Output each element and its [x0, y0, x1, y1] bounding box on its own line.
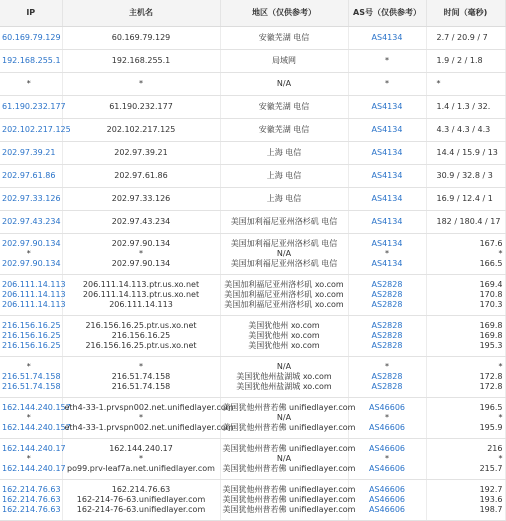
- hostname-value: po99.prv-leaf7a.net.unifiedlayer.com: [67, 463, 215, 473]
- hostname-value: 202.97.90.134: [111, 258, 171, 268]
- as-number-cell: [348, 26, 426, 49]
- ip-cell: [0, 356, 62, 397]
- hostname-value: 162-214-76-63.unifiedlayer.com: [76, 494, 206, 504]
- hostname-value: *: [139, 361, 143, 371]
- as-number-cell: [348, 315, 426, 356]
- location-value: 上海 电信: [266, 147, 302, 157]
- time-value: 4.3 / 4.3 / 4.3: [436, 124, 491, 134]
- ip-link[interactable]: 216.51.74.158: [2, 381, 61, 391]
- time-value: *: [498, 248, 503, 258]
- ip-link[interactable]: 216.51.74.158: [2, 371, 61, 381]
- as-number-cell: [348, 397, 426, 438]
- hostname-value: 216.156.16.25.ptr.us.xo.net: [85, 320, 197, 330]
- location-value: 美国犹他州 xo.com: [248, 330, 320, 340]
- hostname-cell: [62, 397, 234, 438]
- ip-link[interactable]: 206.111.14.113: [2, 299, 66, 309]
- time-value: 172.8: [479, 371, 503, 381]
- time-cell: [426, 187, 505, 210]
- ip-cell: [0, 479, 62, 520]
- time-value: 215.7: [479, 463, 503, 473]
- table-row: [0, 210, 505, 233]
- as-number-value: *: [385, 412, 389, 422]
- hostname-value: *: [139, 78, 143, 88]
- as-number-cell: [348, 356, 426, 397]
- ip-link[interactable]: 202.97.43.234: [2, 216, 61, 226]
- as-link[interactable]: AS2828: [371, 279, 403, 289]
- hostname-value: 206.111.14.113: [109, 299, 173, 309]
- table-row: [0, 72, 505, 95]
- ip-value: *: [26, 453, 31, 463]
- location-value: 美国犹他州 xo.com: [248, 340, 320, 350]
- as-link[interactable]: AS4134: [371, 170, 403, 180]
- time-cell: [426, 95, 505, 118]
- as-link[interactable]: AS4134: [371, 238, 403, 248]
- ip-cell: [0, 274, 66, 315]
- ip-link[interactable]: 206.111.14.113: [2, 279, 66, 289]
- table-row: [0, 141, 505, 164]
- header-location: 地区（仅供参考）: [220, 0, 348, 26]
- as-number-value: *: [385, 248, 389, 258]
- ip-value: *: [26, 361, 31, 371]
- hostname-value: 202.97.90.134: [111, 238, 171, 248]
- location-cell: [220, 141, 348, 164]
- as-link[interactable]: AS2828: [371, 289, 403, 299]
- ip-link[interactable]: 162.144.240.157: [2, 402, 71, 412]
- as-number-value: *: [385, 361, 389, 371]
- header-time: 时间（毫秒): [426, 0, 505, 26]
- location-value: N/A: [276, 78, 292, 88]
- ip-link[interactable]: 202.97.33.126: [2, 193, 61, 203]
- as-link[interactable]: AS2828: [371, 340, 403, 350]
- ip-link[interactable]: 162.144.240.157: [2, 422, 71, 432]
- hostname-cell: [62, 274, 220, 315]
- ip-link[interactable]: 202.102.217.125: [2, 124, 71, 134]
- hostname-value: 206.111.14.113.ptr.us.xo.net: [82, 279, 200, 289]
- as-link[interactable]: AS4134: [371, 216, 403, 226]
- table-body: [0, 26, 505, 520]
- ip-cell: [0, 141, 62, 164]
- location-cell: [220, 95, 348, 118]
- location-value: 上海 电信: [266, 193, 302, 203]
- location-value: 美国加利福尼亚州洛杉矶 xo.com: [224, 279, 344, 289]
- time-value: 169.4: [479, 279, 503, 289]
- hostname-value: *: [139, 453, 143, 463]
- header-as-number: AS号（仅供参考）: [348, 0, 426, 26]
- as-number-cell: [348, 95, 426, 118]
- table-row: [0, 164, 505, 187]
- as-number-cell: [348, 210, 426, 233]
- as-link[interactable]: AS46606: [369, 484, 405, 494]
- hostname-value: 192.168.255.1: [111, 55, 171, 65]
- ip-cell: [0, 95, 66, 118]
- time-value: 192.7: [479, 484, 503, 494]
- ip-link[interactable]: 60.169.79.129: [2, 32, 61, 42]
- as-link[interactable]: AS46606: [369, 402, 405, 412]
- location-value: 美国犹他州 xo.com: [248, 320, 320, 330]
- hostname-cell: [62, 141, 220, 164]
- as-number-cell: [348, 438, 426, 479]
- location-value: 美国犹他州普若佛 unifiedlayer.com: [222, 422, 356, 432]
- time-value: 196.5: [479, 402, 503, 412]
- time-value: 169.8: [479, 330, 503, 340]
- as-link[interactable]: AS2828: [371, 330, 403, 340]
- time-value: *: [498, 361, 503, 371]
- as-link[interactable]: AS2828: [371, 381, 403, 391]
- time-value: 14.4 / 15.9 / 13: [436, 147, 498, 157]
- ip-cell: [0, 315, 62, 356]
- hostname-value: *: [139, 248, 143, 258]
- location-cell: [220, 315, 348, 356]
- ip-link[interactable]: 202.97.39.21: [2, 147, 56, 157]
- hostname-cell: [62, 164, 220, 187]
- table-row: [0, 274, 505, 315]
- location-value: 美国犹他州普若佛 unifiedlayer.com: [222, 484, 356, 494]
- ip-link[interactable]: 202.97.61.86: [2, 170, 56, 180]
- hostname-cell: [62, 72, 220, 95]
- ip-link[interactable]: 202.97.90.134: [2, 238, 61, 248]
- location-value: 安徽芜湖 电信: [258, 124, 310, 134]
- time-value: *: [498, 412, 503, 422]
- time-cell: [426, 315, 505, 356]
- location-cell: [220, 356, 348, 397]
- hostname-cell: [62, 233, 220, 274]
- time-cell: [426, 26, 505, 49]
- hostname-value: 216.51.74.158: [111, 381, 171, 391]
- as-link[interactable]: AS2828: [371, 299, 403, 309]
- time-cell: [426, 356, 505, 397]
- location-cell: [220, 210, 348, 233]
- location-cell: [220, 26, 348, 49]
- time-value: 1.9 / 2 / 1.8: [436, 55, 483, 65]
- location-value: 美国犹他州普若佛 unifiedlayer.com: [222, 443, 356, 453]
- ip-link[interactable]: 162.144.240.17: [2, 443, 66, 453]
- table-row: [0, 49, 505, 72]
- ip-cell: [0, 233, 62, 274]
- as-link[interactable]: AS46606: [369, 443, 405, 453]
- ip-link[interactable]: 61.190.232.177: [2, 101, 66, 111]
- as-link[interactable]: AS2828: [371, 371, 403, 381]
- time-cell: [426, 397, 505, 438]
- time-cell: [426, 479, 505, 520]
- ip-value: *: [26, 248, 31, 258]
- ip-link[interactable]: 162.214.76.63: [2, 484, 61, 494]
- hostname-cell: [62, 187, 220, 210]
- as-link[interactable]: AS4134: [371, 258, 403, 268]
- time-cell: [426, 233, 505, 274]
- time-cell: [426, 141, 505, 164]
- as-link[interactable]: AS4134: [371, 32, 403, 42]
- header-ip: IP: [0, 0, 62, 26]
- location-value: N/A: [276, 453, 292, 463]
- ip-cell: [0, 210, 62, 233]
- time-value: 195.9: [479, 422, 503, 432]
- location-value: 美国加利福尼亚州洛杉矶 电信: [230, 216, 338, 226]
- ip-link[interactable]: 162.214.76.63: [2, 504, 61, 514]
- as-number-cell: [348, 274, 426, 315]
- location-value: 美国加利福尼亚州洛杉矶 xo.com: [224, 299, 344, 309]
- hostname-value: 216.156.16.25: [111, 330, 171, 340]
- time-value: 198.7: [479, 504, 503, 514]
- hostname-value: 216.51.74.158: [111, 371, 171, 381]
- table-row: [0, 397, 505, 438]
- as-number-cell: [348, 141, 426, 164]
- location-cell: [220, 49, 348, 72]
- time-value: 16.9 / 12.4 / 1: [436, 193, 493, 203]
- as-link[interactable]: AS46606: [369, 504, 405, 514]
- as-number-cell: [348, 49, 426, 72]
- ip-cell: [0, 438, 66, 479]
- location-value: N/A: [276, 248, 292, 258]
- time-value: 2.7 / 20.9 / 7: [436, 32, 488, 42]
- table-header-row: [0, 0, 505, 26]
- hostname-value: 61.190.232.177: [109, 101, 173, 111]
- location-value: 安徽芜湖 电信: [258, 101, 310, 111]
- hostname-value: 162.144.240.17: [109, 443, 173, 453]
- ip-cell: [0, 187, 62, 210]
- time-value: 170.3: [479, 299, 503, 309]
- time-value: 216: [487, 443, 503, 453]
- ip-cell: [0, 72, 62, 95]
- location-value: 美国加利福尼亚州洛杉矶 电信: [230, 258, 338, 268]
- location-cell: [220, 397, 356, 438]
- header-hostname: 主机名: [62, 0, 220, 26]
- as-link[interactable]: AS4134: [371, 124, 403, 134]
- hostname-cell: [62, 315, 220, 356]
- as-number-value: *: [385, 453, 389, 463]
- location-cell: [220, 187, 348, 210]
- ip-link[interactable]: 216.156.16.25: [2, 330, 61, 340]
- ip-link[interactable]: 216.156.16.25: [2, 340, 61, 350]
- ip-cell: [0, 26, 62, 49]
- ip-link[interactable]: 216.156.16.25: [2, 320, 61, 330]
- time-value: 195.3: [479, 340, 503, 350]
- hostname-value: 202.97.33.126: [111, 193, 171, 203]
- as-link[interactable]: AS46606: [369, 422, 405, 432]
- location-cell: [220, 118, 348, 141]
- table-row: [0, 187, 505, 210]
- hostname-cell: [62, 26, 220, 49]
- hostname-value: 60.169.79.129: [111, 32, 171, 42]
- location-cell: [220, 164, 348, 187]
- hostname-value: eth4-33-1.prvspn002.net.unifiedlayer.com: [64, 422, 234, 432]
- hostname-value: 202.97.43.234: [111, 216, 171, 226]
- time-cell: [426, 72, 505, 95]
- location-cell: [220, 438, 356, 479]
- ip-link[interactable]: 162.214.76.63: [2, 494, 61, 504]
- ip-cell: [0, 49, 62, 72]
- table-row: [0, 95, 505, 118]
- as-number-cell: [348, 187, 426, 210]
- time-value: *: [498, 453, 503, 463]
- time-value: 169.8: [479, 320, 503, 330]
- hostname-cell: [62, 356, 220, 397]
- as-number-cell: [348, 479, 426, 520]
- table-row: [0, 438, 505, 479]
- as-number-value: *: [385, 55, 389, 65]
- time-value: 167.6: [479, 238, 503, 248]
- ip-link[interactable]: 192.168.255.1: [2, 55, 61, 65]
- table-row: [0, 233, 505, 274]
- location-value: 安徽芜湖 电信: [258, 32, 310, 42]
- hostname-value: 206.111.14.113.ptr.us.xo.net: [82, 289, 200, 299]
- ip-value: *: [26, 412, 31, 422]
- as-number-cell: [348, 164, 426, 187]
- time-value: 1.4 / 1.3 / 32.: [436, 101, 491, 111]
- location-value: N/A: [276, 361, 292, 371]
- ip-link[interactable]: 206.111.14.113: [2, 289, 66, 299]
- time-value: *: [436, 78, 441, 88]
- location-cell: [220, 72, 348, 95]
- ip-link[interactable]: 162.144.240.17: [2, 463, 66, 473]
- ip-link[interactable]: 202.97.90.134: [2, 258, 61, 268]
- table-row: [0, 479, 505, 520]
- hostname-cell: [62, 95, 220, 118]
- location-value: 美国犹他州普若佛 unifiedlayer.com: [222, 504, 356, 514]
- ip-cell: [0, 164, 62, 187]
- hostname-value: 162.214.76.63: [111, 484, 171, 494]
- location-cell: [220, 274, 348, 315]
- hostname-value: 202.102.217.125: [106, 124, 176, 134]
- location-value: 美国犹他州普若佛 unifiedlayer.com: [222, 402, 356, 412]
- hostname-value: 216.156.16.25.ptr.us.xo.net: [85, 340, 197, 350]
- as-number-cell: [348, 72, 426, 95]
- time-cell: [426, 164, 505, 187]
- time-cell: [426, 274, 505, 315]
- ip-value: *: [26, 78, 31, 88]
- table-row: [0, 315, 505, 356]
- hostname-value: 162-214-76-63.unifiedlayer.com: [76, 504, 206, 514]
- table-row: [0, 356, 505, 397]
- location-cell: [220, 479, 356, 520]
- as-link[interactable]: AS2828: [371, 320, 403, 330]
- time-value: 172.8: [479, 381, 503, 391]
- table-row: [0, 118, 505, 141]
- time-cell: [426, 118, 505, 141]
- as-link[interactable]: AS4134: [371, 101, 403, 111]
- time-value: 182 / 180.4 / 17: [436, 216, 501, 226]
- table-row: [0, 26, 505, 49]
- time-value: 170.8: [479, 289, 503, 299]
- as-number-value: *: [385, 78, 389, 88]
- hostname-value: *: [139, 412, 143, 422]
- hostname-cell: [62, 49, 220, 72]
- location-value: 美国犹他州盐湖城 xo.com: [236, 381, 332, 391]
- hostname-cell: [62, 438, 220, 479]
- hostname-value: 202.97.39.21: [114, 147, 168, 157]
- ip-cell: [0, 397, 71, 438]
- hostname-value: eth4-33-1.prvspn002.net.unifiedlayer.com: [64, 402, 234, 412]
- location-value: 美国加利福尼亚州洛杉矶 电信: [230, 238, 338, 248]
- location-value: 美国犹他州普若佛 unifiedlayer.com: [222, 463, 356, 473]
- location-value: 美国加利福尼亚州洛杉矶 xo.com: [224, 289, 344, 299]
- hostname-cell: [62, 479, 220, 520]
- as-link[interactable]: AS4134: [371, 193, 403, 203]
- as-link[interactable]: AS46606: [369, 463, 405, 473]
- time-value: 30.9 / 32.8 / 3: [436, 170, 493, 180]
- ip-cell: [0, 118, 71, 141]
- location-value: 上海 电信: [266, 170, 302, 180]
- as-number-cell: [348, 233, 426, 274]
- time-cell: [426, 438, 505, 479]
- time-cell: [426, 49, 505, 72]
- location-value: 美国犹他州盐湖城 xo.com: [236, 371, 332, 381]
- time-value: 166.5: [479, 258, 503, 268]
- location-value: N/A: [276, 412, 292, 422]
- hostname-value: 202.97.61.86: [114, 170, 168, 180]
- as-link[interactable]: AS4134: [371, 147, 403, 157]
- hostname-cell: [62, 118, 220, 141]
- as-number-cell: [348, 118, 426, 141]
- location-value: 局域网: [272, 55, 296, 65]
- location-value: 美国犹他州普若佛 unifiedlayer.com: [222, 494, 356, 504]
- hostname-cell: [62, 210, 220, 233]
- as-link[interactable]: AS46606: [369, 494, 405, 504]
- time-value: 193.6: [479, 494, 503, 504]
- location-cell: [220, 233, 348, 274]
- time-cell: [426, 210, 505, 233]
